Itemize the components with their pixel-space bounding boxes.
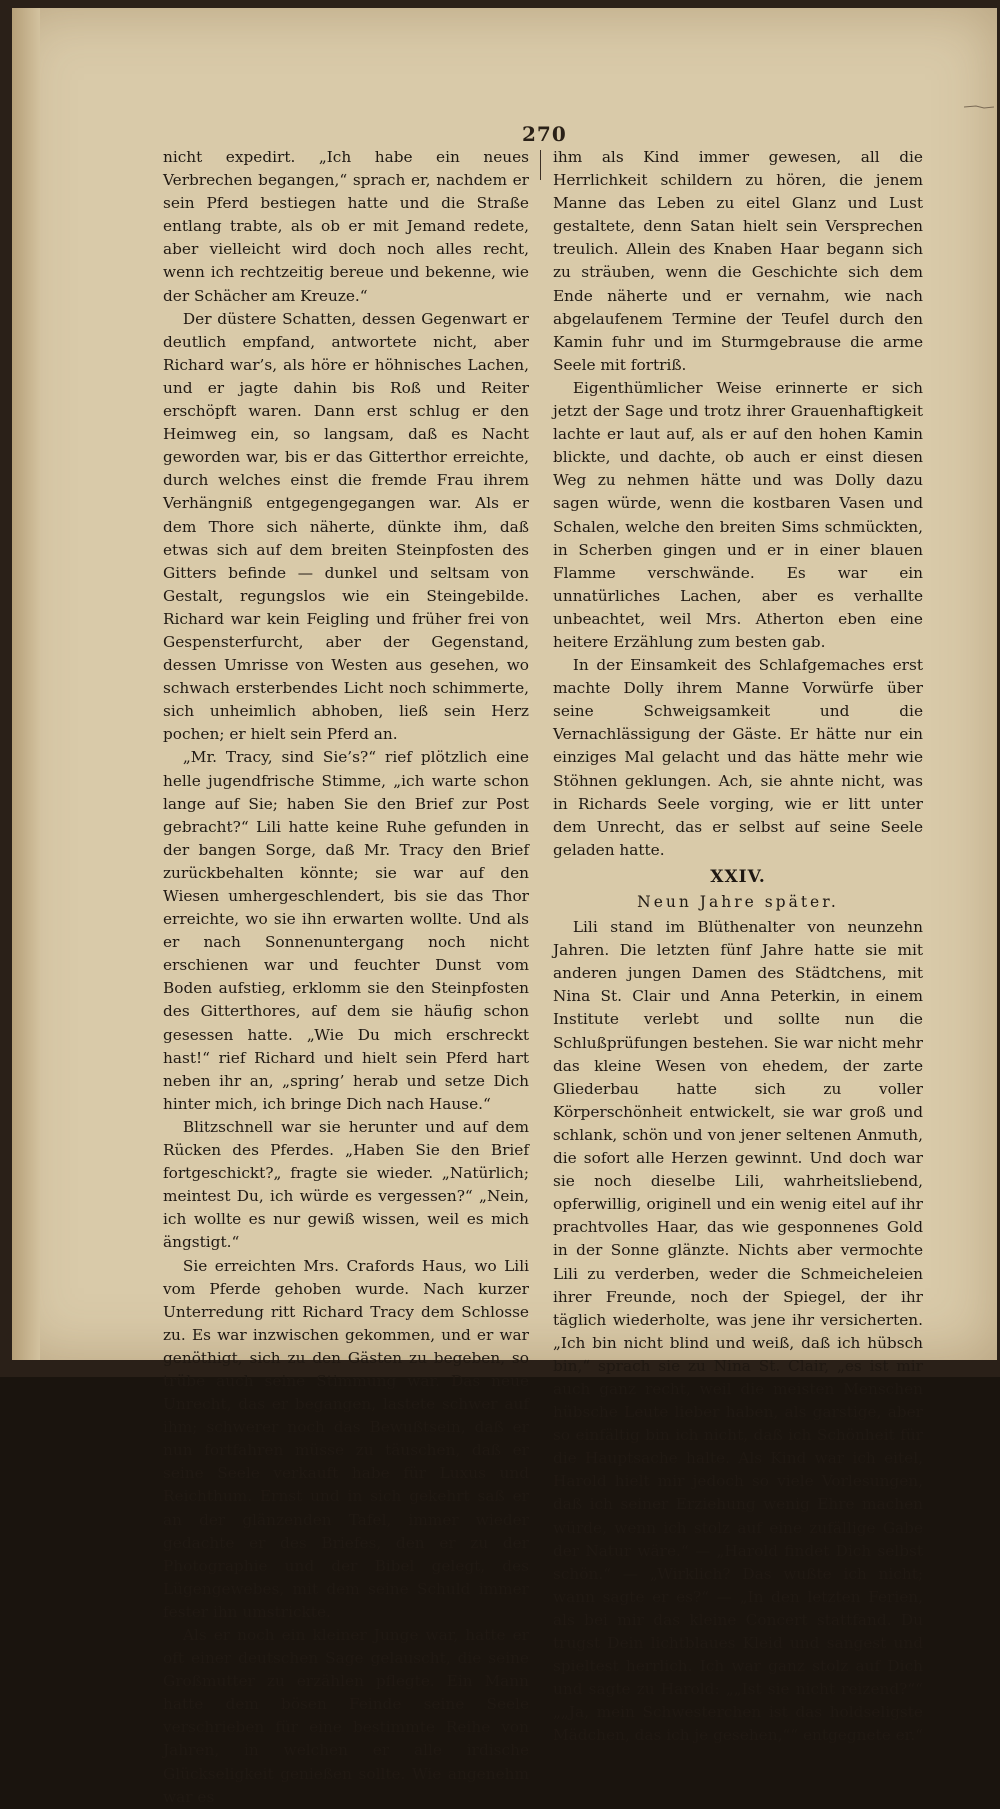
paper-mark [964,104,994,110]
paragraph: Der düstere Schatten, dessen Gegenwart er deutlich empfand, antwortete nicht, aber Richard war’s, als höre er höhnisches Lachen, und er jagte dahin bis Roß und Reiter erschöpft waren. Dann erst schlug er den Heimweg ein, so langsam, daß es Nacht geworden war, bis er das Gitterthor erreichte, durch welches einst die fremde Frau ihrem Verhängniß entgegengegangen war. Als er dem Thore sich näherte, dünkte ihm, daß etwas sich auf dem breiten Steinpfosten des Gitters befinde — dunkel und seltsam von Gestalt, regungslos wie ein Steingebilde. Richard war kein Feigling und früher frei von Gespensterfurcht, aber der Gegenstand, dessen Umrisse von Westen aus gesehen, wo schwach ersterbendes Licht noch schimmerte, sich unheimlich abhoben, ließ sein Herz pochen; er hielt sein Pferd an. [163,309,529,744]
right-column [553,146,923,1747]
paragraph: Blitzschnell war sie herunter und auf dem Rücken des Pferdes. „Haben Sie den Brief fortgeschickt?„ fragte sie wieder. „Natürlich; meintest Du, ich würde es vergessen?“ „Nein, ich wollte es nur gewiß wissen, weil es mich ängstigt.“ [163,1117,529,1252]
page-number: 270 [522,122,567,146]
paragraph: In der Einsamkeit des Schlafgemaches erst machte Dolly ihrem Manne Vorwürfe über seine Schweigsamkeit und die Vernachlässigung der Gäste. Er hätte nur ein einziges Mal gelacht und das hätte mehr wie Stöhnen geklungen. Ach, sie ahnte nicht, was in Richards Seele vorging, wie er litt unter dem Unrecht, das er selbst auf seine Seele geladen hatte. [553,656,923,859]
column-rule [540,150,541,180]
chapter-number: XXIV. [710,866,766,887]
page-gutter [12,8,40,1360]
paragraph: Lili stand im Blüthenalter von neunzehn Jahren. Die letzten fünf Jahre hatte sie mit anderen jungen Damen des Städtchens, mit Nina St. Clair und Anna Peterkin, in einem Institute verlebt und sollte nun die Schlußprüfungen bestehen. Sie war nicht mehr das kleine Wesen von ehedem, der zarte Gliederbau hatte sich zu voller Körperschönheit entwickelt, sie war groß und schlank, schön und von jener seltenen Anmuth, die sofort alle Herzen gewinnt. Und doch war sie noch dieselbe Lili, wahrheitsliebend, opferwillig, originell und ein wenig eitel auf ihr prachtvolles Haar, das wie gesponnenes Gold in der Sonne glänzte. Nichts aber vermochte Lili zu verderben, weder die Schmeicheleien ihrer Freunde, noch der Spiegel, der ihr täglich wiederholte, was jene ihr versicherten. „Ich bin nicht blind und weiß, daß ich hübsch bin,“ sprach sie zu Nina St. Clair, „es ist mir auch ganz recht, weil die meisten Menschen hübsche Leute lieber haben, als garstige, aber so einfältig bin ich nicht, daß ich Schönheit für die Hauptsache halte. Als Kind war ich eitel, Harold hielt mir jedoch so viele Vorlesungen, daß ich seiner Erziehung wenig Ehre machen würde, wenn ich stolz auf eine zufällige Gabe der Natur wäre.“ — „Harold findet Dich selbst schön.“ — „Wirklich? Das wußte ich nicht; wann sagte er es?“ — „In den letzten Ferien, als bei mir das kleine Concert stattfand. Du trugst Dein lichtblaues Kleid und sangest und spieltest herrlich. Ich war ganz stolz auf Dich und sagte zu Harold: „„Ist sie nicht reizend?““ „„Ja, mein Schwesterchen ist das holdseligste Mädchen, das ich je gesehen,““ entgegnete er.“ [553,918,923,1745]
chapter-title: Neun Jahre später. [637,893,839,911]
left-column [163,146,529,1809]
paragraph: nicht expedirt. „Ich habe ein neues Verbrechen begangen,“ sprach er, nachdem er sein Pferd bestiegen hatte und die Straße entlang trabte, als ob er mit Jemand redete, aber vielleicht wird doch noch alles recht, wenn ich rechtzeitig bereue und bekenne, wie der Schächer am Kreuze.“ [163,148,529,305]
paragraph: ihm als Kind immer gewesen, all die Herrlichkeit schildern zu hören, die jenem Manne das Leben zu eitel Glanz und Lust gestaltete, denn Satan hielt sein Versprechen treulich. Allein des Knaben Haar begann sich zu sträuben, wenn die Geschichte sich dem Ende näherte und er vernahm, wie nach abgelaufenem Termine der Teufel durch den Kamin fuhr und im Sturmgebrause die arme Seele mit fortriß. [553,148,923,374]
paragraph: Sie erreichten Mrs. Crafords Haus, wo Lili vom Pferde gehoben wurde. Nach kurzer Unterredung ritt Richard Tracy dem Schlosse zu. Es war inzwischen gekommen, und er war genöthigt, sich zu den Gästen zu begeben, so trübe auch seine Stimmung war. Das neue Unrecht, das er begangen, lastete schwer auf ihm; schwerer noch das Bewußtsein, daß er nun fortfahren müsse zu täuschen, daß er seine Seele verkauft habe für Luxus und Reichthum. Ernst und in sich gekehrt saß er an der glänzenden Tafel, immer wieder gedachte er des Briefes, den er zu der Photographie und der Bibel gelegt, des Lügengewebes, mit dem seine Schuld immer fester ihn umstrickte. [163,1256,529,1621]
paragraph: Eigenthümlicher Weise erinnerte er sich jetzt der Sage und trotz ihrer Grauenhaftigkeit lachte er laut auf, als er auf den hohen Kamin blickte, und dachte, ob auch er einst diesen Weg zu nehmen hätte und was Dolly dazu sagen würde, wenn die kostbaren Vasen und Schalen, welche den breiten Sims schmückten, in Scherben gingen und er in einer blauen Flamme verschwände. Es war ein unnatürliches Lachen, aber es verhallte unbeachtet, weil Mrs. Atherton eben eine heitere Erzählung zum besten gab. [553,378,923,651]
paragraph: Als er noch ein kleiner Junge war, hatte er oft einer deutschen Sage gelauscht, die seine Großmutter zu erzählen pflegte. Ein Mann hatte dem bösen Feinde seine Seele verschrieben für eine bestimmte Reihe von Jahren, in welchen er alle irdische Glückseligkeit genießen sollte. Wie angenehm war es [163,1626,529,1806]
paragraph: „Mr. Tracy, sind Sie’s?“ rief plötzlich eine helle jugendfrische Stimme, „ich warte schon lange auf Sie; haben Sie den Brief zur Post gebracht?“ Lili hatte keine Ruhe gefunden in der bangen Sorge, daß Mr. Tracy den Brief zurückbehalten könnte; sie war auf den Wiesen umhergeschlendert, bis sie das Thor erreichte, wo sie ihn erwarten wollte. Und als er nach Sonnenuntergang noch nicht erschienen war und feuchter Dunst vom Boden aufstieg, erklomm sie den Steinpfosten des Gitterthores, auf dem sie häufig schon gesessen hatte. „Wie Du mich erschreckt hast!“ rief Richard und hielt sein Pferd hart neben ihr an, „spring’ herab und setze Dich hinter mich, ich bringe Dich nach Hause.“ [163,748,529,1113]
